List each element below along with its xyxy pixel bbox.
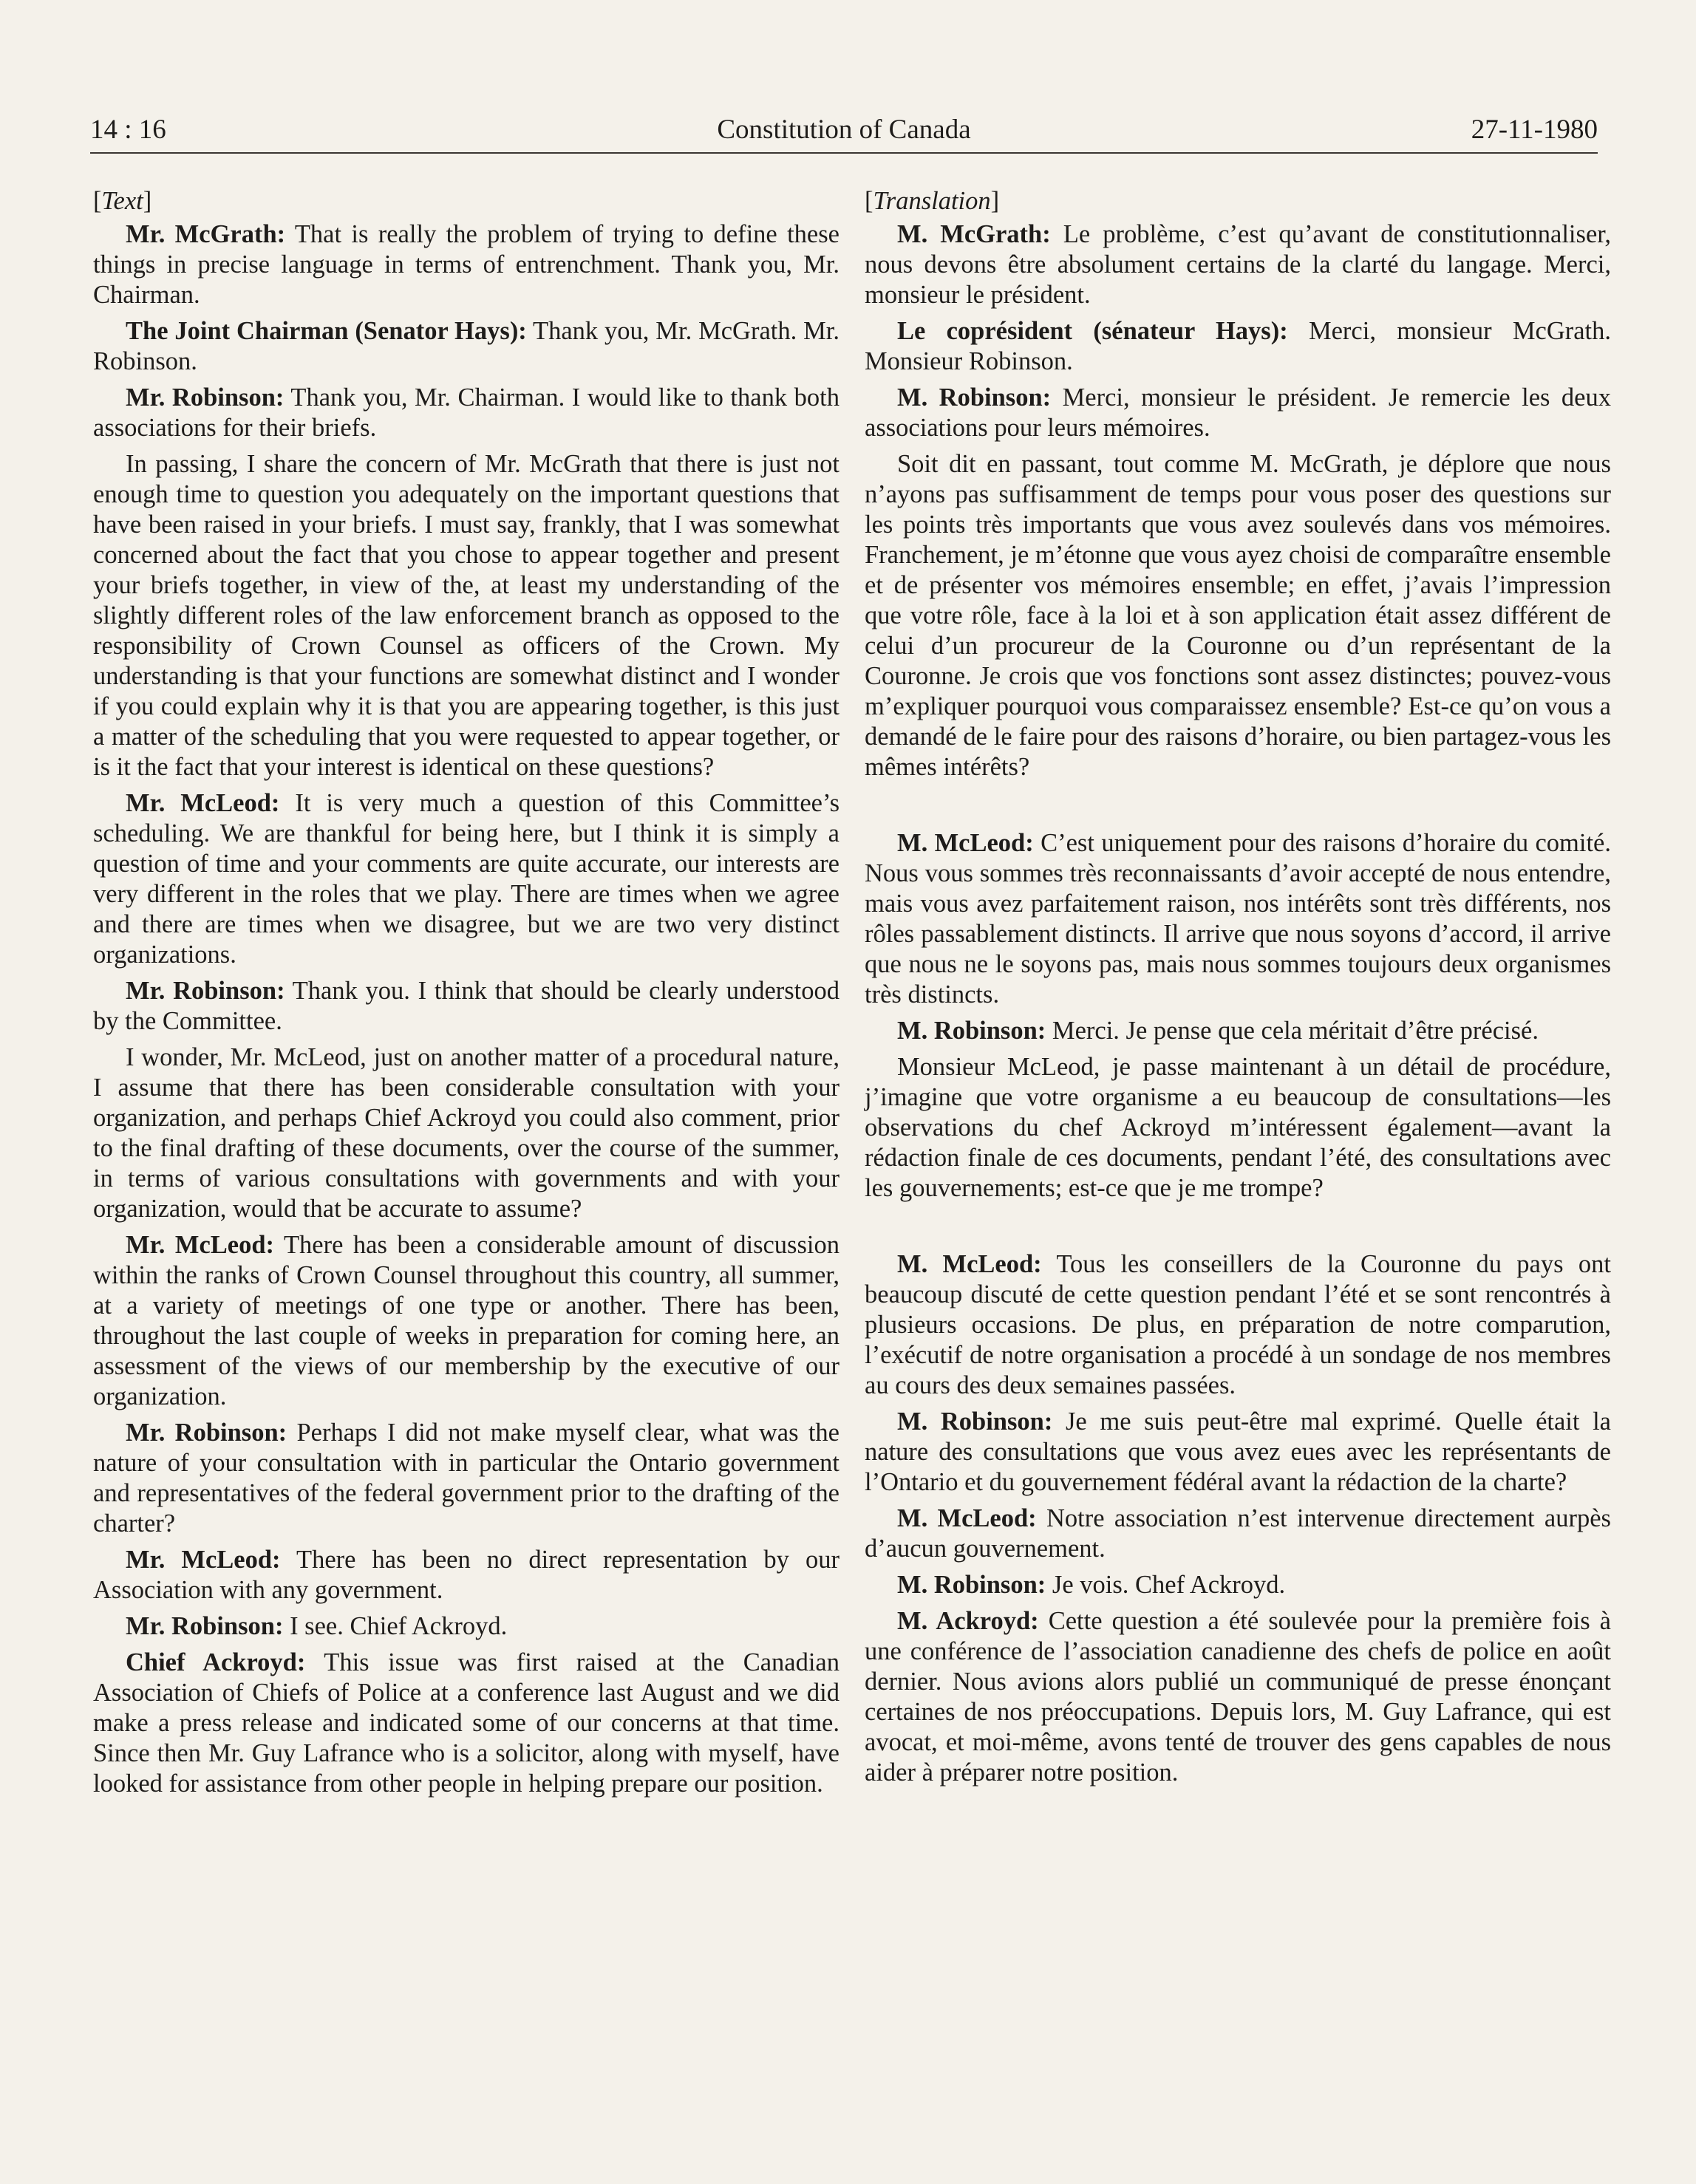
speech: Thank you, Mr. Chairman. I would like to thank both associations for their briefs. xyxy=(93,383,840,442)
speech: This issue was first raised at the Canadian Association of Chiefs of Police at a conference last August and we did make a press release and indicated some of our concerns at that time. Since then Mr. Guy Lafrance who is a solicitor, along with myself, have looked for assistance from other people in helping prepare our position. xyxy=(93,1648,840,1798)
paragraph xyxy=(93,1418,840,1539)
speech: Merci, monsieur le président. Je remercie les deux associations pour leurs mémoires. xyxy=(865,383,1611,442)
speaker: Mr. McLeod: xyxy=(126,1546,281,1574)
paragraph xyxy=(93,1611,840,1642)
page-number: 14 : 16 xyxy=(90,115,166,145)
paragraph xyxy=(865,1504,1611,1564)
paragraph xyxy=(865,1052,1611,1204)
speech: Soit dit en passant, tout comme M. McGrath, je déplore que nous n’ayons pas suffisamment de temps pour vous poser des questions sur les points très importants que vous avez soulevés dans vos mémoires. Franchement, je m’étonne que vous ayez choisi de comparaître ensemble et de présenter vos mémoires ensemble; en effet, j’avais l’impression que votre rôle, face à la loi et à son application était assez différent de celui d’un procureur de la Couronne ou d’un représentant de la Couronne. Je crois que vos fonctions sont assez distinctes; pouvez-vous m’expliquer pourquoi vous comparaissez ensemble? Est-ce qu’on vous a demandé de le faire pour des raisons d’horaire, ou bien partagez-vous les mêmes intérêts? xyxy=(865,450,1611,781)
paragraph xyxy=(93,788,840,970)
speaker: Mr. Robinson: xyxy=(126,383,285,412)
speaker: Mr. McGrath: xyxy=(126,220,286,248)
paragraph xyxy=(865,1606,1611,1788)
speech: Monsieur McLeod, je passe maintenant à un détail de procédure, j’imagine que votre organisme a eu beaucoup de consultations—les observations du chef Ackroyd m’intéressent également—avant la rédaction finale de ces documents, pendant l’été, des consultations avec les gouvernements; est-ce que je me trompe? xyxy=(865,1053,1611,1202)
paragraph xyxy=(93,976,840,1037)
speaker: Mr. McLeod: xyxy=(126,789,280,817)
speech: I wonder, Mr. McLeod, just on another matter of a procedural nature, I assume that there has been considerable consultation with your organization, and perhaps Chief Ackroyd you could also comment, prior to the final drafting of these documents, over the course of the summer, in terms of various consultations with governments and with your organization, would that be accurate to assume? xyxy=(93,1043,840,1223)
paragraph xyxy=(865,828,1611,1010)
paragraph xyxy=(865,1570,1611,1600)
speaker: M. McLeod: xyxy=(897,1250,1042,1278)
paragraph xyxy=(93,1648,840,1799)
speech: That is really the problem of trying to define these things in precise language in terms of entrenchment. Thank you, Mr. Chairman. xyxy=(93,220,840,309)
speech: Merci. Je pense que cela méritait d’être précisé. xyxy=(1046,1017,1539,1045)
paragraph xyxy=(865,1016,1611,1046)
speaker: M. McGrath: xyxy=(897,220,1051,248)
column-label-text: [Text] xyxy=(93,187,152,215)
paragraph xyxy=(93,316,840,377)
speech: Thank you, Mr. McGrath. Mr. Robinson. xyxy=(93,317,840,375)
header-rule xyxy=(90,152,1598,154)
speech: It is very much a question of this Committee’s scheduling. We are thankful for being here, but I think it is simply a question of time and your comments are quite accurate, our interests are very different in the roles that we play. There are times when we agree and there are times when we disagree, but we are two very distinct organizations. xyxy=(93,789,840,969)
paragraph xyxy=(93,1042,840,1224)
paragraph xyxy=(93,449,840,782)
speaker: M. Robinson: xyxy=(897,1017,1046,1045)
speech: Notre association n’est intervenue directement aurpès d’aucun gouvernement. xyxy=(865,1504,1611,1563)
speech: There has been no direct representation by our Association with any government. xyxy=(93,1546,840,1604)
paragraph xyxy=(865,383,1611,443)
speaker: Mr. Robinson: xyxy=(126,1612,284,1640)
speaker: M. McLeod: xyxy=(897,1504,1037,1532)
speech: Merci, monsieur McGrath. Monsieur Robinson. xyxy=(865,317,1611,375)
speaker: M. Robinson: xyxy=(897,383,1052,412)
speech: Thank you. I think that should be clearly understood by the Committee. xyxy=(93,977,840,1035)
speech: I see. Chief Ackroyd. xyxy=(283,1612,508,1640)
speech: Le problème, c’est qu’avant de constitutionnaliser, nous devons être absolument certains de la clarté du langage. Merci, monsieur le président. xyxy=(865,220,1611,309)
speaker: M. Robinson: xyxy=(897,1407,1053,1436)
paragraph xyxy=(93,383,840,443)
paragraph xyxy=(865,316,1611,377)
speaker: Mr. McLeod: xyxy=(126,1231,275,1259)
speech: Tous les conseillers de la Couronne du pays ont beaucoup discuté de cette question pendant l’été et se sont rencontrés à plusieurs occasions. De plus, en préparation de notre comparution, l’exécutif de notre organisation a procédé à un sondage de nos membres au cours des deux semaines passées. xyxy=(865,1250,1611,1399)
speech: Je me suis peut-être mal exprimé. Quelle était la nature des consultations que vous avez eues avec les représentants de l’Ontario et du gouvernement fédéral avant la rédaction de la charte? xyxy=(865,1407,1611,1496)
speaker: M. McLeod: xyxy=(897,829,1034,857)
page-header xyxy=(90,108,1598,152)
speaker: Le coprésident (sénateur Hays): xyxy=(897,317,1288,345)
speaker: M. Robinson: xyxy=(897,1571,1046,1599)
speaker: Chief Ackroyd: xyxy=(126,1648,306,1676)
paragraph xyxy=(93,219,840,310)
french-column xyxy=(865,186,1611,1794)
speech: Perhaps I did not make myself clear, what was the nature of your consultation with in particular the Ontario government and representatives of the federal government prior to the drafting of the charter? xyxy=(93,1419,840,1538)
paragraph xyxy=(865,219,1611,310)
english-column xyxy=(93,186,840,1805)
speaker: Mr. Robinson: xyxy=(126,1419,287,1447)
speech: Je vois. Chef Ackroyd. xyxy=(1046,1571,1286,1599)
speaker: M. Ackroyd: xyxy=(897,1607,1039,1635)
paragraph xyxy=(865,449,1611,782)
speech: Cette question a été soulevée pour la première fois à une conférence de l’association canadienne des chefs de police en août dernier. Nous avions alors publié un communiqué de presse énonçant certaines de nos préoccupations. Depuis lors, M. Guy Lafrance, qui est avocat, et moi-même, avons tenté de trouver des gens capables de nous aider à préparer notre position. xyxy=(865,1607,1611,1787)
paragraph xyxy=(865,1249,1611,1401)
speaker: The Joint Chairman (Senator Hays): xyxy=(126,317,527,345)
date: 27-11-1980 xyxy=(1471,115,1598,145)
running-title: Constitution of Canada xyxy=(717,115,971,145)
speech: In passing, I share the concern of Mr. McGrath that there is just not enough time to question you adequately on the important questions that have been raised in your briefs. I must say, frankly, that I was somewhat concerned about the fact that you chose to appear together and present your briefs together, in view of the, at least my understanding of the slightly different roles of the law enforcement branch as opposed to the responsibility of Crown Counsel as officers of the Crown. My understanding is that your functions are somewhat distinct and I wonder if you could explain why it is that you are appearing together, is this just a matter of the scheduling that you were requested to appear together, or is it the fact that your interest is identical on these questions? xyxy=(93,450,840,781)
paragraph xyxy=(865,1407,1611,1498)
speech: C’est uniquement pour des raisons d’horaire du comité. Nous vous sommes très reconnaissants d’avoir accepté de nous entendre, mais vous avez parfaitement raison, nos intérêts sont très différents, nos rôles passablement distincts. Il arrive que nous soyons d’accord, il arrive que nous ne le soyons pas, mais nous sommes toujours deux organismes très distincts. xyxy=(865,829,1611,1009)
column-label-translation: [Translation] xyxy=(865,187,1000,215)
speaker: Mr. Robinson: xyxy=(126,977,285,1005)
speech: There has been a considerable amount of discussion within the ranks of Crown Counsel throughout this country, all summer, at a variety of meetings of one type or another. There has been, throughout the last couple of weeks in preparation for coming here, an assessment of the views of our membership by the executive of our organization. xyxy=(93,1231,840,1410)
paragraph xyxy=(93,1545,840,1605)
paragraph xyxy=(93,1230,840,1412)
